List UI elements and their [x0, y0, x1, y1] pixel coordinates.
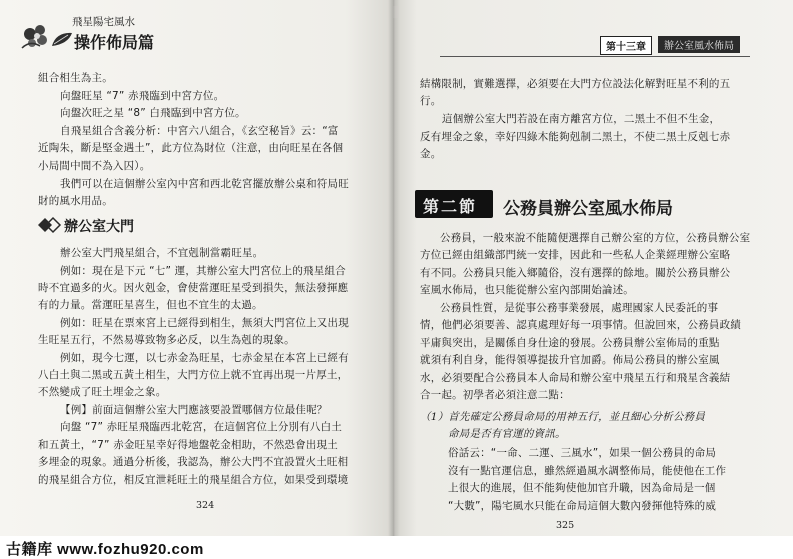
text-line: 就須有利自身，能得領導提拔升官加爵。佈局公務員的辦公室風	[420, 354, 720, 366]
text-line: 自飛星組合含義分析：中宮六八組合，《玄空秘旨》云：“富	[60, 125, 339, 137]
section-badge	[415, 190, 493, 218]
section-label: 第二節	[423, 197, 478, 216]
text-line: 向盤旺星 “7” 赤飛臨到中宮方位。	[60, 90, 225, 102]
site-watermark: 古籍库 www.fozhu920.com	[6, 541, 204, 558]
text-line: 沒有一點官運信息，雖然經過風水調整佈局，能使他在工作	[448, 465, 727, 477]
left-page-number: 324	[196, 500, 215, 511]
text-line: 有不同。公務員只能入鄉隨俗，沒有選擇的餘地。關於公務員辦公	[420, 267, 731, 279]
text-line: 向盤 “7” 赤旺星飛臨西北乾宮，在這個宮位上分別有八白土	[60, 421, 343, 433]
point-heading: （1）首先確定公務員命局的用神五行，並且細心分析公務員	[420, 411, 706, 423]
text-line: 這個辦公室大門若設在南方離宮方位，二黑土不但不生金，	[442, 113, 721, 125]
text-line: 例如：旺星在票來宮上已經得到相生，無須大門宮位上又出現	[60, 317, 349, 329]
text-line: 室風水佈局，也只能從辦公室內部開始論述。	[420, 284, 634, 296]
text-line: 生旺星五行，不然易導致物多必反，以生為剋的現象。	[38, 334, 295, 346]
right-page-number: 325	[556, 520, 575, 531]
text-line: 例如，現今七運，以七赤金為旺星，七赤金星在本宮上已經有	[60, 352, 349, 364]
book-spine	[388, 0, 400, 536]
text-line: 財的風水用品。	[38, 195, 113, 207]
text-line: 八白土與二黑或五黃土相生，大門方位上就不宜再出現一片厚土，	[38, 369, 349, 381]
text-line: 上很大的進展，但不能夠使他加官升職，因為命局是一個	[448, 482, 716, 494]
text-line: 近陶朱，斷是堅金遇土”，此方位為財位（注意，由向旺星在各個	[38, 142, 344, 154]
text-line: 例如：現在是下元 “七” 運，其辦公室大門宮位上的飛星組合	[60, 265, 346, 277]
text-line: 情，他們必須要善、認真處理好每一項事情。但說回來，公務員政績	[420, 319, 741, 331]
text-line: 俗話云：“一命、二運、三風水”，如果一個公務員的命局	[448, 447, 717, 459]
point-heading-continued: 命局是否有官運的資訊。	[448, 428, 566, 440]
left-page-header	[20, 8, 190, 56]
text-line: 結構限制，實難選擇，必須要在大門方位設法化解對旺星不利的五	[420, 78, 731, 90]
sub-heading-text: 辦公室大門	[64, 219, 134, 235]
text-line: 時不宜過多的火。因火剋金，會使當運旺星受到損失，無法發揮應	[38, 282, 349, 294]
header-rule	[440, 56, 750, 57]
chapter-label: 第十三章	[600, 36, 652, 55]
text-line: 合一起。初學者必須注意二點：	[420, 389, 570, 401]
flower-ornament-icon	[20, 20, 54, 50]
text-line: 水，必須要配合公務員本人命局和辦公室中飛星五行和飛星含義結	[420, 372, 731, 384]
text-line: “大數”，陽宅風水只能在命局這個大數內發揮他特殊的威	[448, 500, 717, 512]
text-line: 辦公室大門飛星組合，不宜剋制當霸旺星。	[60, 247, 264, 259]
text-line: 反有埋金之象，幸好四綠木能夠剋制二黑土，不使二黑土反剋七赤	[420, 131, 731, 143]
chapter-title: 辦公室風水佈局	[658, 36, 740, 53]
text-line: 小局間中間不為入囚）。	[38, 160, 151, 172]
text-line: 有的力量。當運旺星喜生，但也不宜生的太過。	[38, 299, 263, 311]
text-line: 的飛星組合方位，相反宜泄耗旺土的飛星組合方位，如果受到環境	[38, 474, 349, 486]
volume-title: 操作佈局篇	[74, 33, 155, 52]
section-title: 公務員辦公室風水佈局	[503, 199, 673, 219]
text-line: 平庸與突出，是關係自身仕途的發展。公務員辦公室佈局的重點	[420, 337, 720, 349]
section-heading	[415, 190, 745, 220]
text-line: 不然變成了旺土埋金之象。	[38, 386, 167, 398]
text-line: 金。	[420, 148, 442, 160]
left-page	[0, 0, 393, 536]
text-line: 向盤次旺之星 “8” 白飛臨到中宮方位。	[60, 107, 246, 119]
series-title: 飛星陽宅風水	[72, 16, 135, 28]
leaf-ornament-icon	[50, 30, 74, 48]
text-line: 多埋金的現象。通過分析後，我認為，辦公大門不宜設置火土旺相	[38, 456, 349, 468]
diamond-bullet-icon	[36, 216, 62, 234]
text-line: 公務員，一般來說不能隨便選擇自己辦公室的方位，公務員辦公室	[440, 232, 751, 244]
text-line: 和五黃土，“7” 赤金旺星幸好得地盤乾金相助，不然恐會出現土	[38, 439, 338, 451]
text-line: 我們可以在這個辦公室內中宮和西北乾宮擺放辦公桌和符局旺	[60, 178, 349, 190]
text-line: 公務員性質，是從事公務事業發展，處理國家人民委託的事	[440, 302, 719, 314]
text-line: 【例】前面這個辦公室大門應該要設置哪個方位最佳呢？	[60, 404, 328, 416]
text-line: 行。	[420, 95, 442, 107]
text-line: 組合相生為主。	[38, 72, 113, 84]
text-line: 方位已經由組織部門統一安排，因此和一些私人企業經理辦公室略	[420, 249, 731, 261]
